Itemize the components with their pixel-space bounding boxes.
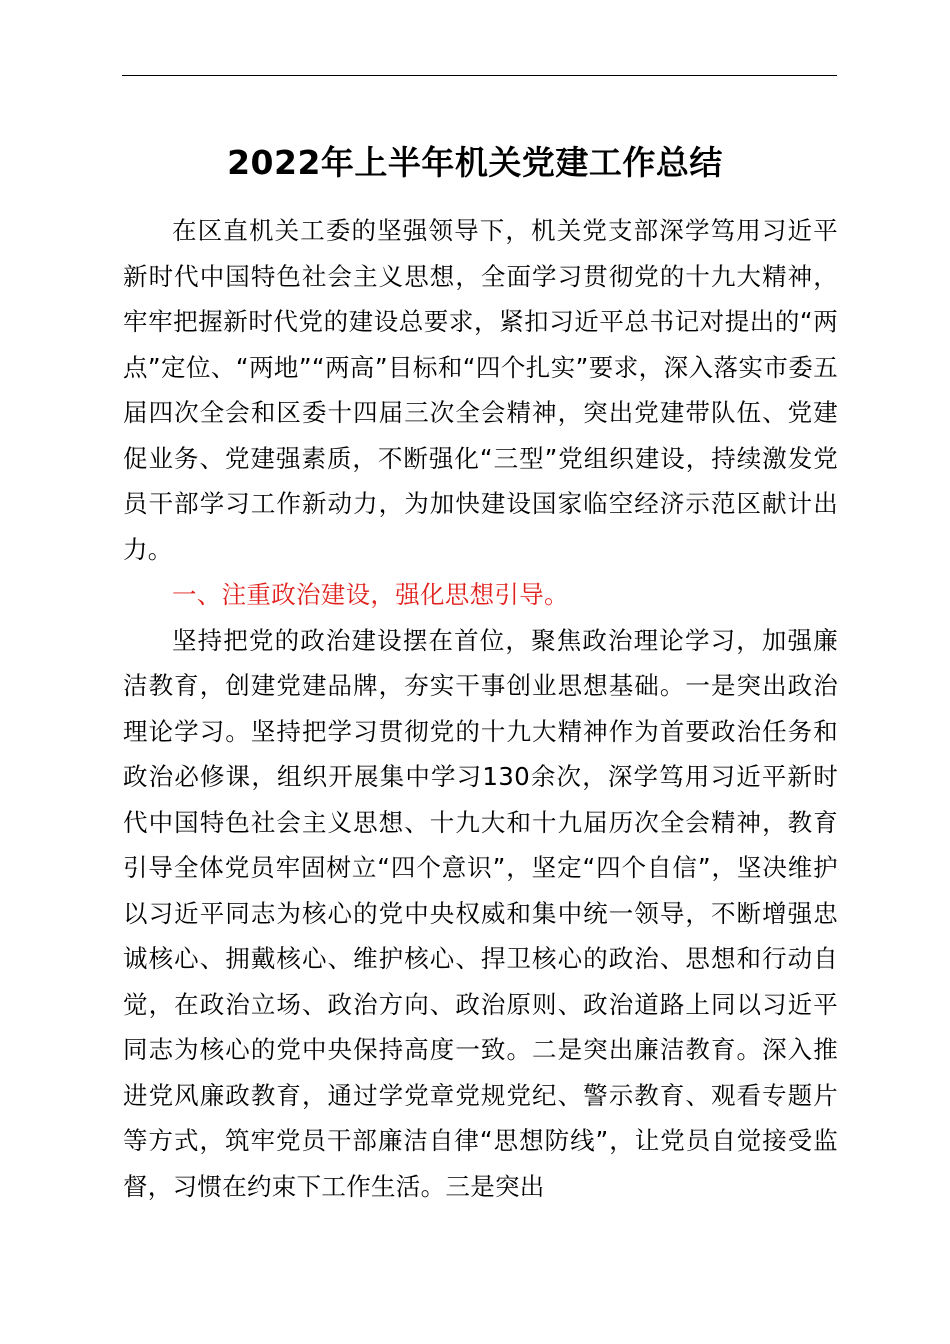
document-body — [123, 208, 838, 1209]
document-title: 2022年上半年机关党建工作总结 — [227, 143, 723, 182]
header-rule — [122, 75, 837, 76]
paragraph-intro: 在区直机关工委的坚强领导下，机关党支部深学笃用习近平新时代中国特色社会主义思想，全面学习贯彻党的十九大精神，牢牢把握新时代党的建设总要求，紧扣习近平总书记对提出的“两点”定位、“两地”“两高”目标和“四个扎实”要求，深入落实市委五届四次全会和区委十四届三次全会精神，突出党建带队伍、党建促业务、党建强素质，不断强化“三型”党组织建设，持续激发党员干部学习工作新动力，为加快建设国家临空经济示范区献计出力。 — [123, 216, 838, 564]
section-heading-1: 一、注重政治建设，强化思想引导。 — [172, 580, 569, 609]
paragraph-section-1: 坚持把党的政治建设摆在首位，聚焦政治理论学习，加强廉洁教育，创建党建品牌，夯实干事创业思想基础。一是突出政治理论学习。坚持把学习贯彻党的十九大精神作为首要政治任务和政治必修课，组织开展集中学习130余次，深学笃用习近平新时代中国特色社会主义思想、十九大和十九届历次全会精神，教育引导全体党员牢固树立“四个意识”，坚定“四个自信”，坚决维护以习近平同志为核心的党中央权威和集中统一领导，不断增强忠诚核心、拥戴核心、维护核心、捍卫核心的政治、思想和行动自觉，在政治立场、政治方向、政治原则、政治道路上同以习近平同志为核心的党中央保持高度一致。二是突出廉洁教育。深入推进党风廉政教育，通过学党章党规党纪、警示教育、观看专题片等方式，筑牢党员干部廉洁自律“思想防线”，让党员自觉接受监督，习惯在约束下工作生活。三是突出 — [123, 625, 838, 1201]
